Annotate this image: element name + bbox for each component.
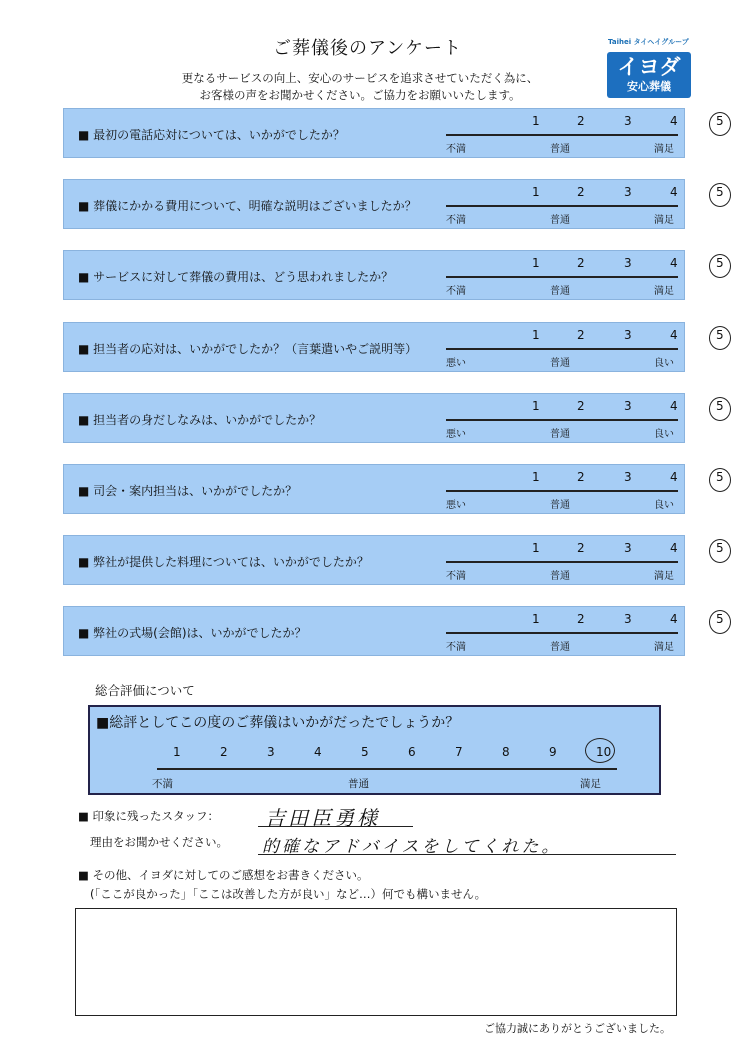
rating-option-1[interactable]: 1	[532, 328, 540, 342]
scale-mid-label: 普通	[550, 215, 570, 226]
overall-option-7[interactable]: 7	[455, 745, 463, 759]
overall-rating-box	[88, 705, 661, 795]
rating-scale	[444, 399, 724, 413]
rating-option-2[interactable]: 2	[577, 185, 585, 199]
reason-field[interactable]: 的確なアドバイスをしてくれた。	[262, 837, 562, 857]
scale-high-label: 満足	[654, 286, 674, 297]
selected-rating-circle	[709, 112, 731, 136]
rating-option-5[interactable]: 5	[716, 399, 724, 413]
rating-option-5[interactable]: 5	[716, 541, 724, 555]
scale-line	[446, 134, 678, 136]
overall-option-4[interactable]: 4	[314, 745, 322, 759]
selected-rating-circle	[709, 468, 731, 492]
rating-option-2[interactable]: 2	[577, 256, 585, 270]
rating-option-5[interactable]: 5	[716, 114, 724, 128]
rating-option-1[interactable]: 1	[532, 612, 540, 626]
question-row	[63, 393, 724, 443]
selected-rating-circle	[709, 539, 731, 563]
scale-low-label: 悪い	[446, 429, 466, 440]
comment-box[interactable]	[75, 908, 677, 1016]
rating-option-4[interactable]: 4	[670, 399, 678, 413]
selected-rating-circle	[709, 326, 731, 350]
overall-option-1[interactable]: 1	[173, 745, 181, 759]
overall-question: ■総評としてこの度のご葬儀はいかがだったでしょうか？	[96, 715, 460, 731]
scale-mid-label: 普通	[550, 500, 570, 511]
scale-line	[446, 561, 678, 563]
overall-heading: 総合評価について	[95, 683, 195, 698]
scale-high-label: 良い	[654, 429, 674, 440]
scale-low-label: 悪い	[446, 500, 466, 511]
scale-mid-label: 普通	[550, 144, 570, 155]
brand-name: イヨダ	[617, 55, 681, 79]
scale-mid-label: 普通	[550, 642, 570, 653]
rating-option-3[interactable]: 3	[624, 185, 632, 199]
selected-rating-circle	[709, 397, 731, 421]
overall-option-6[interactable]: 6	[408, 745, 416, 759]
overall-option-3[interactable]: 3	[267, 745, 275, 759]
scale-low-label: 不満	[446, 215, 466, 226]
rating-option-5[interactable]: 5	[716, 256, 724, 270]
rating-option-1[interactable]: 1	[532, 256, 540, 270]
scale-mid-label: 普通	[550, 358, 570, 369]
question-row	[63, 108, 724, 158]
question-text: ■ サービスに対して葬儀の費用は、どう思われましたか？	[78, 270, 394, 284]
group-name: Taihei タイヘイグループ	[608, 38, 689, 46]
scale-mid-label: 普通	[550, 429, 570, 440]
question-text: ■ 弊社の式場(会館)は、いかがでしたか？	[78, 626, 307, 640]
rating-option-4[interactable]: 4	[670, 470, 678, 484]
other-prompt: ■ その他、イヨダに対してのご感想をお書きください。	[78, 868, 369, 882]
scale-low-label: 不満	[446, 286, 466, 297]
rating-option-3[interactable]: 3	[624, 256, 632, 270]
rating-option-5[interactable]: 5	[716, 185, 724, 199]
overall-option-9[interactable]: 9	[549, 745, 557, 759]
rating-option-2[interactable]: 2	[577, 399, 585, 413]
thanks-text: ご協力誠にありがとうございました。	[484, 1022, 671, 1035]
overall-option-10[interactable]: 10	[596, 745, 612, 759]
scale-high-label: 良い	[654, 358, 674, 369]
rating-option-3[interactable]: 3	[624, 541, 632, 555]
scale-mid-label: 普通	[550, 571, 570, 582]
rating-option-2[interactable]: 2	[577, 328, 585, 342]
rating-scale	[444, 612, 724, 626]
scale-high-label: 満足	[654, 215, 674, 226]
scale-low-label: 悪い	[446, 358, 466, 369]
rating-scale	[444, 256, 724, 270]
rating-option-2[interactable]: 2	[577, 612, 585, 626]
overall-scale-line	[157, 768, 617, 770]
scale-high-label: 良い	[654, 500, 674, 511]
rating-option-3[interactable]: 3	[624, 114, 632, 128]
rating-option-2[interactable]: 2	[577, 541, 585, 555]
overall-high-label: 満足	[580, 778, 601, 790]
rating-scale	[444, 185, 724, 199]
rating-option-4[interactable]: 4	[670, 328, 678, 342]
overall-mid-label: 普通	[348, 778, 369, 790]
overall-option-8[interactable]: 8	[502, 745, 510, 759]
question-text: ■ 弊社が提供した料理については、いかがでしたか？	[78, 555, 369, 569]
rating-scale	[444, 114, 724, 128]
rating-option-2[interactable]: 2	[577, 470, 585, 484]
page-title: ご葬儀後のアンケート	[273, 38, 462, 59]
rating-option-1[interactable]: 1	[532, 399, 540, 413]
rating-scale	[444, 470, 724, 484]
scale-line	[446, 348, 678, 350]
scale-low-label: 不満	[446, 571, 466, 582]
rating-option-5[interactable]: 5	[716, 470, 724, 484]
brand-tagline: 安心葬儀	[627, 80, 671, 93]
staff-label: ■ 印象に残ったスタッフ：	[78, 809, 220, 823]
rating-option-4[interactable]: 4	[670, 256, 678, 270]
intro-line-1: 更なるサービスの向上、安心のサービスを追求させていただく為に、	[181, 71, 539, 85]
scale-line	[446, 205, 678, 207]
scale-mid-label: 普通	[550, 286, 570, 297]
rating-option-1[interactable]: 1	[532, 185, 540, 199]
rating-option-1[interactable]: 1	[532, 114, 540, 128]
scale-high-label: 満足	[654, 144, 674, 155]
question-row	[63, 322, 724, 372]
question-row	[63, 250, 724, 300]
scale-low-label: 不満	[446, 642, 466, 653]
rating-option-2[interactable]: 2	[577, 114, 585, 128]
rating-option-4[interactable]: 4	[670, 612, 678, 626]
question-text: ■ 担当者の応対は、いかがでしたか？（言葉遣いやご説明等）	[78, 342, 418, 356]
scale-high-label: 満足	[654, 571, 674, 582]
rating-option-1[interactable]: 1	[532, 541, 540, 555]
scale-high-label: 満足	[654, 642, 674, 653]
rating-option-5[interactable]: 5	[716, 328, 724, 342]
scale-line	[446, 419, 678, 421]
overall-low-label: 不満	[152, 778, 173, 790]
brand-logo	[607, 52, 691, 98]
selected-rating-circle	[709, 610, 731, 634]
rating-option-3[interactable]: 3	[624, 399, 632, 413]
question-row	[63, 464, 724, 514]
selected-rating-circle	[709, 183, 731, 207]
question-text: ■ 司会・案内担当は、いかがでしたか？	[78, 484, 298, 498]
question-text: ■ 葬儀にかかる費用について、明確な説明はございましたか？	[78, 199, 417, 213]
rating-scale	[444, 541, 724, 555]
intro-line-2: お客様の声をお聞かせください。ご協力をお願いいたします。	[199, 88, 521, 102]
staff-field[interactable]: 吉田臣勇様	[265, 806, 380, 830]
other-hint: (「ここが良かった」「ここは改善した方が良い」など…）何でも構いません。	[90, 887, 487, 901]
scale-line	[446, 276, 678, 278]
scale-line	[446, 632, 678, 634]
question-text: ■ 担当者の身だしなみは、いかがでしたか？	[78, 413, 322, 427]
rating-option-5[interactable]: 5	[716, 612, 724, 626]
overall-option-5[interactable]: 5	[361, 745, 369, 759]
rating-option-3[interactable]: 3	[624, 328, 632, 342]
rating-option-3[interactable]: 3	[624, 470, 632, 484]
question-text: ■ 最初の電話応対については、いかがでしたか？	[78, 128, 345, 142]
rating-option-4[interactable]: 4	[670, 185, 678, 199]
scale-low-label: 不満	[446, 144, 466, 155]
overall-option-2[interactable]: 2	[220, 745, 228, 759]
rating-option-4[interactable]: 4	[670, 541, 678, 555]
reason-label: 理由をお聞かせください。	[90, 835, 228, 849]
rating-option-3[interactable]: 3	[624, 612, 632, 626]
question-row	[63, 179, 724, 229]
rating-option-1[interactable]: 1	[532, 470, 540, 484]
rating-option-4[interactable]: 4	[670, 114, 678, 128]
selected-rating-circle	[709, 254, 731, 278]
question-row	[63, 535, 724, 585]
intro-text	[150, 70, 570, 104]
rating-scale	[444, 328, 724, 342]
question-row	[63, 606, 724, 656]
scale-line	[446, 490, 678, 492]
